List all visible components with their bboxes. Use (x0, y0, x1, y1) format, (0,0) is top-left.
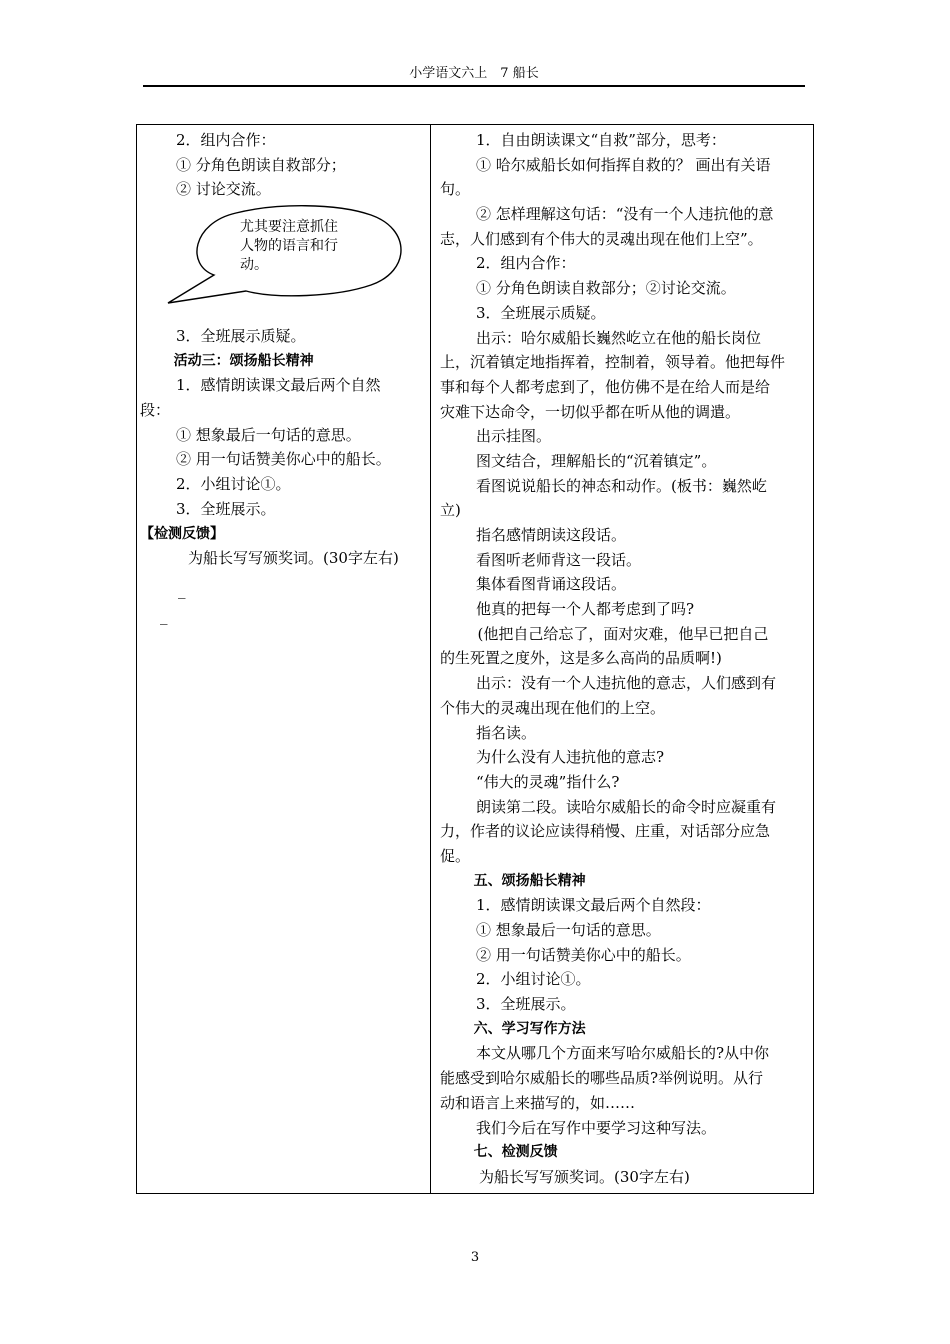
left-column (140, 128, 426, 202)
right-line: ② 用一句话赞美你心中的船长。 (476, 945, 691, 964)
bubble-note (240, 218, 380, 275)
blank-line: _ (160, 607, 168, 625)
left-line: ① 想象最后一句话的意思。 (176, 425, 361, 444)
left-line: 3．全班展示。 (176, 499, 276, 518)
right-line: 我们今后在写作中要学习这种写法。 (476, 1118, 717, 1137)
bubble-line: 人物的语言和行 (240, 238, 338, 254)
bubble-line: 尤其要注意抓住 (240, 219, 338, 235)
page-number: 3 (470, 1250, 480, 1265)
right-line: 事和每个人都考虑到了，他仿佛不是在给人而是给 (440, 377, 771, 396)
right-heading: 七、检测反馈 (473, 1144, 558, 1161)
right-line: 2．小组讨论①。 (476, 970, 591, 989)
left-line: 2．小组讨论①。 (176, 475, 291, 494)
right-line: 出示：没有一个人违抗他的意志，人们感到有 (476, 674, 777, 693)
right-line: 立) (440, 501, 461, 520)
right-line: 动和语言上来描写的，如…… (440, 1093, 636, 1112)
right-line: 图文结合，理解船长的“沉着镇定”。 (476, 451, 717, 470)
right-line: 1．自由朗读课文“自救”部分，思考： (476, 131, 726, 149)
right-line: 他真的把每一个人都考虑到了吗? (476, 600, 695, 619)
right-line: 力，作者的议论应读得稍慢、庄重，对话部分应急 (440, 822, 771, 841)
column-divider (430, 124, 431, 1194)
left-line: 为船长写写颁奖词。(30字左右) (188, 549, 399, 568)
left-line: 1．感情朗读课文最后两个自然 (176, 376, 381, 395)
right-line: 灾难下达命令，一切似乎都在听从他的调遣。 (440, 402, 741, 421)
right-line: 本文从哪几个方面来写哈尔威船长的?从中你 (476, 1044, 770, 1063)
right-heading: 五、颂扬船长精神 (473, 872, 586, 889)
left-column-lower (140, 324, 426, 571)
right-line: 3．全班展示。 (476, 995, 576, 1014)
left-line: 2．组内合作： (176, 131, 276, 149)
header-rule (143, 85, 805, 87)
right-line: 出示：哈尔威船长巍然屹立在他的船长岗位 (476, 328, 762, 347)
left-line: ② 用一句话赞美你心中的船长。 (176, 450, 391, 469)
right-line: 指名读。 (476, 723, 537, 742)
left-line: ① 分角色朗读自救部分； (176, 155, 346, 174)
right-line: 的生死置之度外，这是多么高尚的品质啊!) (440, 649, 722, 668)
right-line: 指名感情朗读这段话。 (476, 526, 627, 544)
right-heading: 六、学习写作方法 (473, 1020, 586, 1037)
right-line: “伟大的灵魂”指什么? (476, 772, 620, 791)
left-heading: 【检测反馈】 (140, 525, 224, 542)
right-line: 出示挂图。 (476, 427, 552, 446)
right-line: 朗读第二段。读哈尔威船长的命令时应凝重有 (476, 797, 777, 816)
right-line: 个伟大的灵魂出现在他们的上空。 (440, 698, 666, 717)
right-line: 促。 (440, 846, 471, 865)
right-line: 1．感情朗读课文最后两个自然段： (476, 896, 711, 915)
blank-line: _ (178, 581, 186, 599)
right-line: 看图说说船长的神态和动作。(板书：巍然屹 (476, 476, 767, 495)
left-line: 段： (140, 401, 171, 420)
right-line: 2．组内合作： (476, 254, 576, 273)
left-line: ② 讨论交流。 (176, 180, 271, 199)
right-line: 集体看图背诵这段话。 (476, 575, 627, 594)
right-line: ① 想象最后一句话的意思。 (476, 921, 661, 939)
right-line: ① 分角色朗读自救部分；②讨论交流。 (476, 279, 736, 298)
bubble-line: 动。 (240, 257, 268, 273)
right-column (440, 128, 808, 1190)
right-line: 3．全班展示质疑。 (476, 303, 606, 322)
page-header: 小学语文六上 7 船长 (409, 66, 539, 81)
right-line: 为船长写写颁奖词。(30字左右) (479, 1167, 690, 1186)
right-line: ① 哈尔威船长如何指挥自救的？ 画出有关语 (476, 155, 771, 174)
right-line: 句。 (440, 180, 471, 199)
right-line: (他把自己给忘了，面对灾难，他早已把自己 (477, 624, 769, 643)
right-line: ② 怎样理解这句话：“没有一个人违抗他的意 (476, 205, 774, 224)
left-heading: 活动三：颂扬船长精神 (173, 352, 314, 369)
right-line: 看图听老师背这一段话。 (476, 550, 642, 569)
left-line: 3．全班展示质疑。 (176, 327, 306, 345)
right-line: 上，沉着镇定地指挥着，控制着，领导着。他把每件 (440, 353, 786, 372)
right-line: 为什么没有人违抗他的意志? (476, 748, 665, 767)
right-line: 能感受到哈尔威船长的哪些品质?举例说明。从行 (440, 1069, 764, 1088)
right-line: 志，人们感到有个伟大的灵魂出现在他们上空”。 (440, 229, 763, 248)
